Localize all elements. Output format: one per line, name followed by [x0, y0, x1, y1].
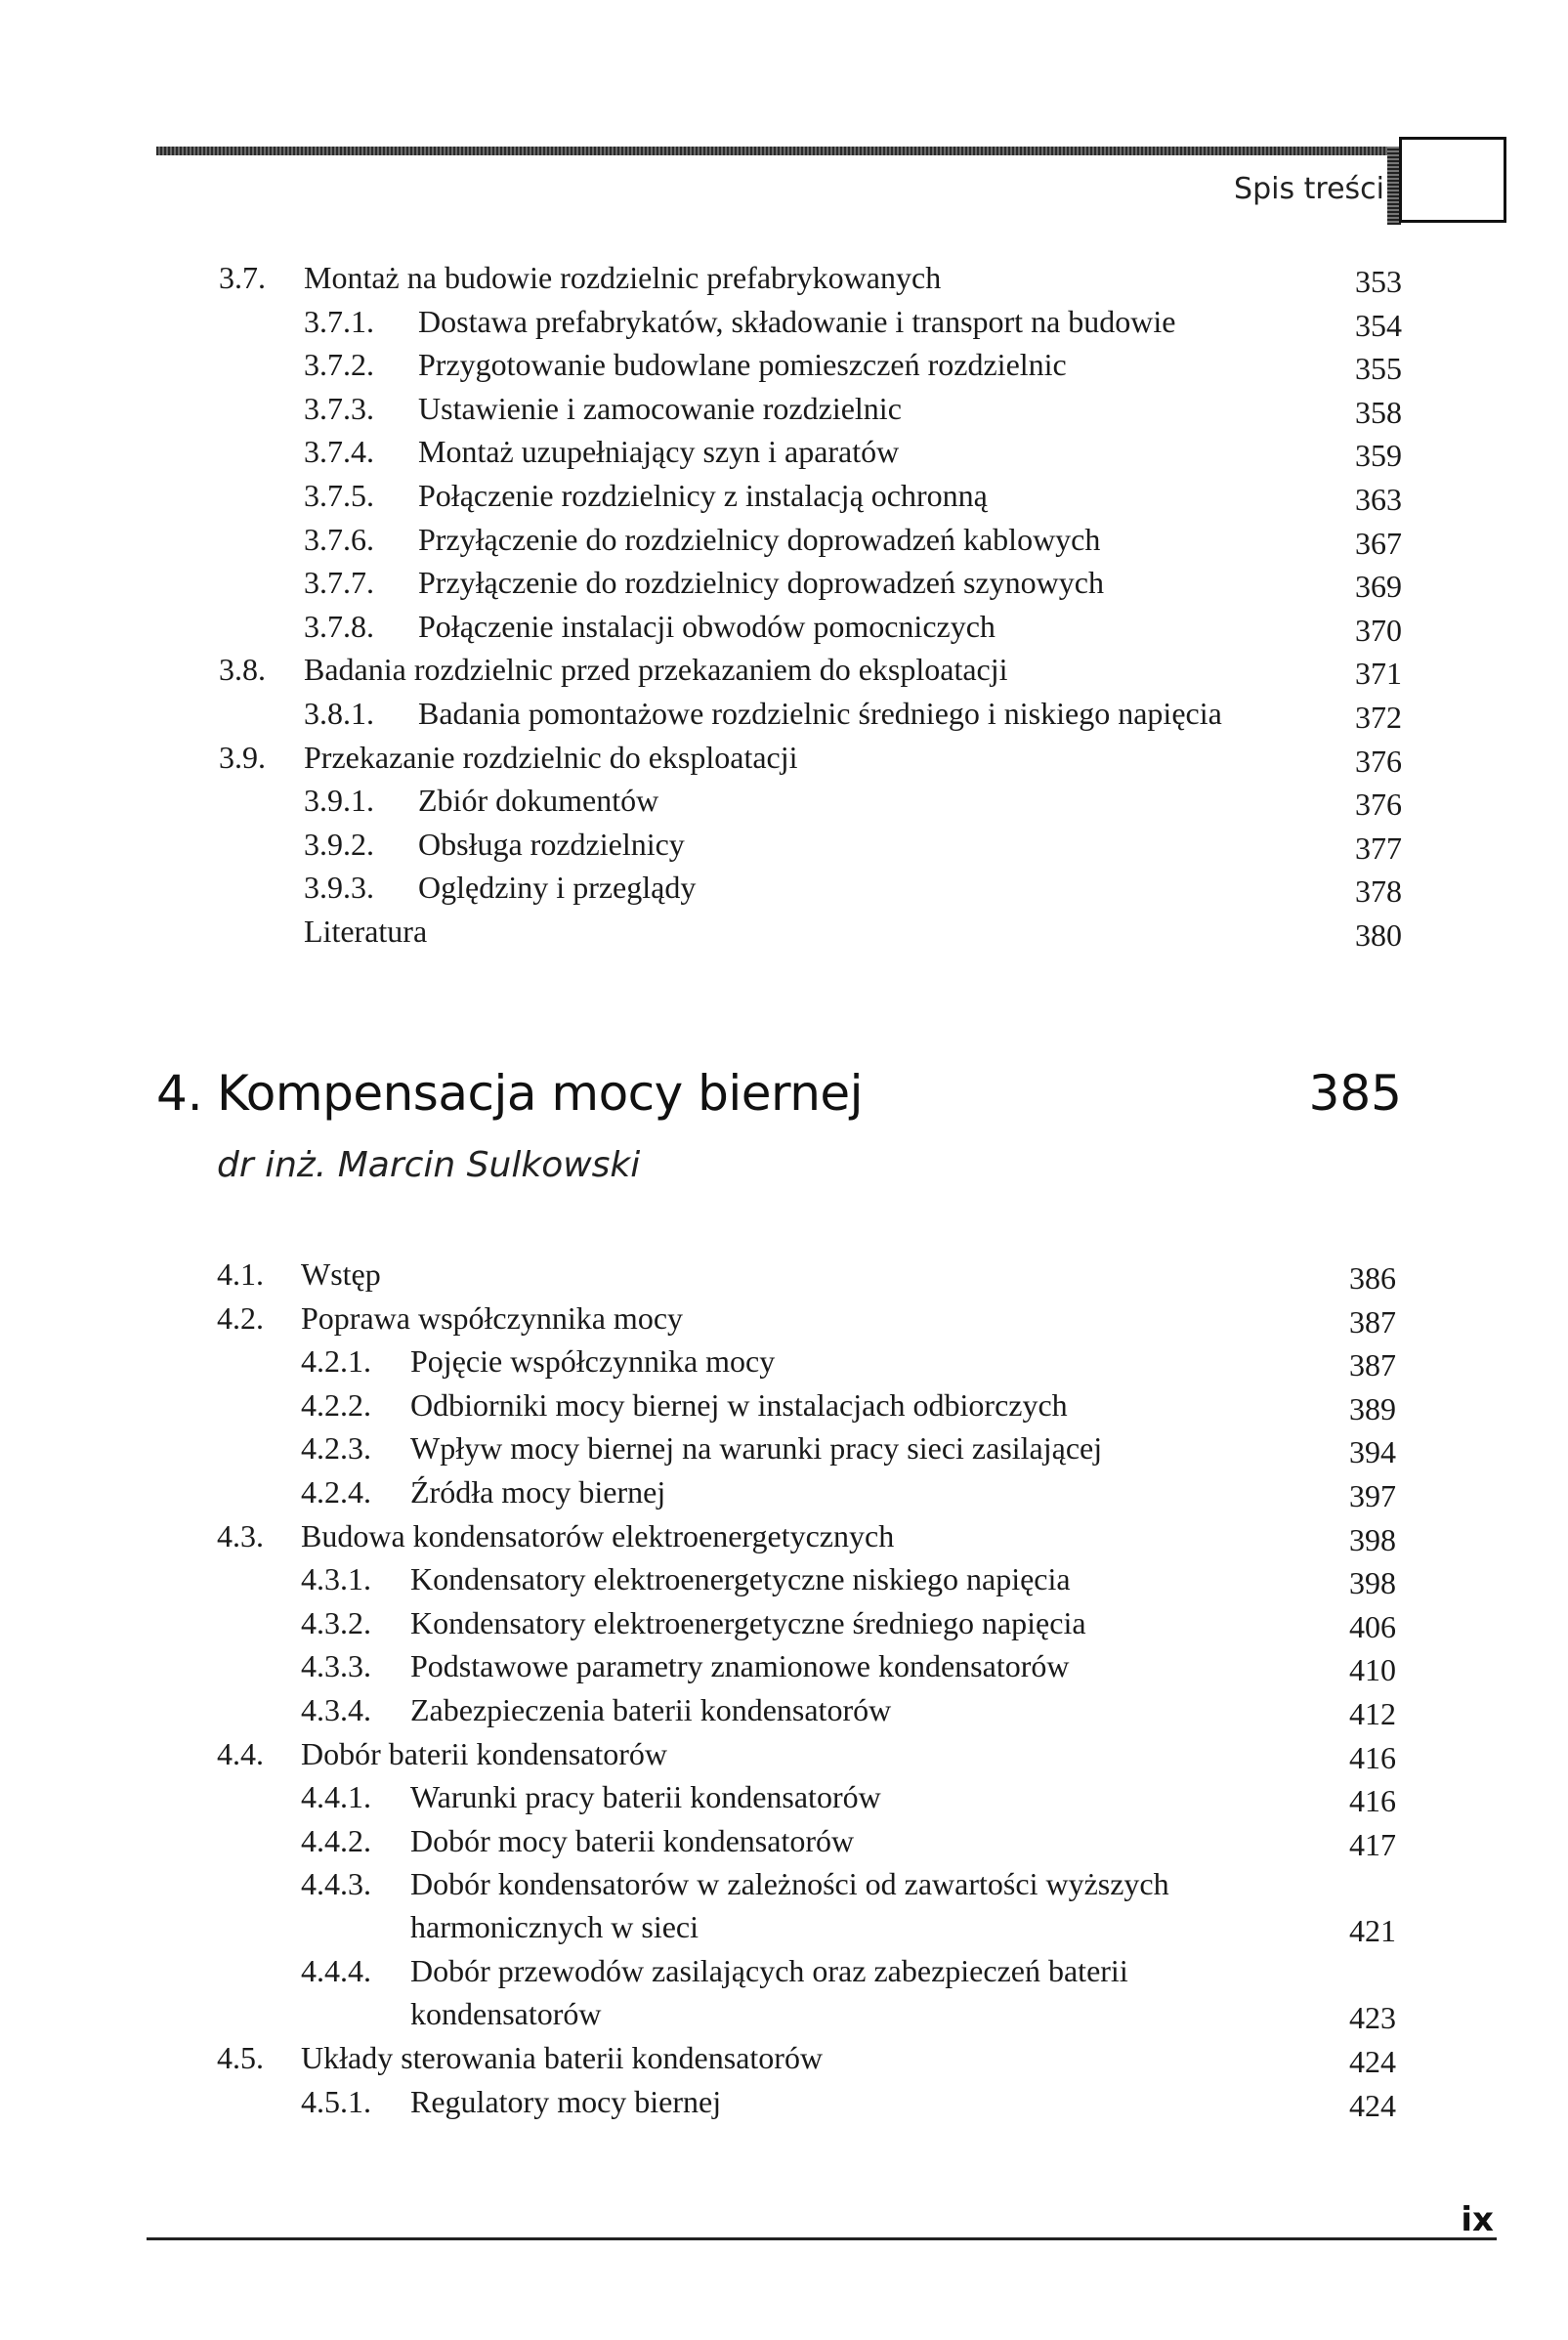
- toc-entry-title: Pojęcie współczynnika mocy: [410, 1343, 776, 1380]
- chapter-number: 4.: [156, 1065, 203, 1122]
- toc-entry-page: 406: [1349, 1608, 1396, 1644]
- toc-entry: [0, 605, 1568, 649]
- toc-entry-page: 389: [1349, 1390, 1396, 1426]
- toc-entry-title: Układy sterowania baterii kondensatorów: [301, 2040, 824, 2076]
- toc-entry-number: 3.7.1.: [304, 303, 374, 339]
- toc-entry-number: 4.4.4.: [301, 1953, 371, 1989]
- toc-entry-number: 4.4.: [217, 1735, 264, 1771]
- toc-entry-title: Dobór kondensatorów w zależności od zawartości wyższych harmonicznych w sieci: [410, 1866, 1169, 1945]
- toc-entry-title: Regulatory mocy biernej: [410, 2083, 722, 2119]
- toc-entry-page: 416: [1349, 1739, 1396, 1775]
- toc-entry-title: Obsługa rozdzielnicy: [418, 826, 685, 862]
- toc-entry-page: 398: [1349, 1521, 1396, 1557]
- toc-entry: [0, 1732, 1568, 1776]
- toc-entry-page: 376: [1355, 787, 1402, 823]
- toc-entry: [0, 692, 1568, 736]
- toc-entry-number: 3.7.3.: [304, 390, 374, 426]
- toc-section-4: [0, 1253, 1568, 2124]
- toc-entry-page: 380: [1355, 916, 1402, 953]
- toc-entry-page: 424: [1349, 2087, 1396, 2123]
- toc-entry-title: Przekazanie rozdzielnic do eksploatacji: [304, 739, 798, 775]
- toc-entry-number: 4.5.1.: [301, 2083, 371, 2119]
- toc-entry-page: 394: [1349, 1434, 1396, 1470]
- toc-entry-title: Zabezpieczenia baterii kondensatorów: [410, 1691, 892, 1727]
- toc-entry-page: 377: [1355, 830, 1402, 866]
- toc-entry: [0, 823, 1568, 867]
- toc-entry-title: Montaż uzupełniający szyn i aparatów: [418, 434, 900, 470]
- toc-entry-page: 412: [1349, 1695, 1396, 1731]
- toc-entry-page: 372: [1355, 699, 1402, 735]
- toc-entry-page: 410: [1349, 1652, 1396, 1688]
- toc-entry: [0, 866, 1568, 910]
- toc-entry-page: 421: [1349, 1913, 1396, 1949]
- toc-entry-page: 355: [1355, 351, 1402, 387]
- toc-entry-title: Poprawa współczynnika mocy: [301, 1299, 684, 1336]
- toc-entry: [0, 1470, 1568, 1514]
- toc-entry-title: Badania rozdzielnic przed przekazaniem do eksploatacji: [304, 652, 1008, 688]
- toc-entry-page: 376: [1355, 743, 1402, 779]
- toc-entry-page: 416: [1349, 1783, 1396, 1819]
- toc-entry-page: 371: [1355, 656, 1402, 692]
- header-tab-box: [1399, 137, 1506, 223]
- toc-entry-title: Przygotowanie budowlane pomieszczeń rozdzielnic: [418, 347, 1067, 383]
- page-folio: ix: [1461, 2200, 1494, 2239]
- toc-entry-number: 3.7.2.: [304, 347, 374, 383]
- toc-entry-number: 4.3.3.: [301, 1648, 371, 1684]
- toc-entry-number: 4.2.1.: [301, 1343, 371, 1380]
- header-rule: [156, 147, 1399, 155]
- toc-entry-number: 4.4.1.: [301, 1779, 371, 1815]
- toc-entry-title: Połączenie instalacji obwodów pomocniczych: [418, 608, 996, 644]
- toc-entry-number: 4.5.: [217, 2040, 264, 2076]
- toc-entry: [0, 1688, 1568, 1732]
- toc-entry-title: Kondensatory elektroenergetyczne średniego napięcia: [410, 1604, 1086, 1640]
- toc-entry-title: Wpływ mocy biernej na warunki pracy sieci zasilającej: [410, 1430, 1103, 1467]
- chapter-title: Kompensacja mocy biernej: [217, 1065, 864, 1122]
- toc-entry-page: 423: [1349, 2000, 1396, 2036]
- toc-entry-title: Podstawowe parametry znamionowe kondensatorów: [410, 1648, 1070, 1684]
- toc-entry-number: 4.3.1.: [301, 1561, 371, 1597]
- toc-entry-title: Kondensatory elektroenergetyczne niskiego napięcia: [410, 1561, 1071, 1597]
- toc-entry-title: Źródła mocy biernej: [410, 1473, 666, 1510]
- toc-entry-title: Dobór baterii kondensatorów: [301, 1735, 668, 1771]
- toc-entry-page: 363: [1355, 481, 1402, 517]
- toc-entry-number: 3.7.: [219, 260, 266, 295]
- toc-entry-number: 4.3.2.: [301, 1604, 371, 1640]
- toc-entry-page: 424: [1349, 2044, 1396, 2080]
- toc-entry: [0, 1557, 1568, 1601]
- footer-rule: [147, 2237, 1497, 2240]
- toc-entry-title: Przyłączenie do rozdzielnicy doprowadzeń kablowych: [418, 521, 1101, 557]
- toc-entry: [0, 779, 1568, 823]
- toc-entry-title: Połączenie rozdzielnicy z instalacją ochronną: [418, 477, 988, 513]
- chapter-author: dr inż. Marcin Sulkowski: [217, 1145, 641, 1185]
- toc-entry-number: 3.8.: [219, 652, 266, 688]
- toc-entry-title: Literatura: [304, 913, 428, 949]
- toc-entry-number: 4.4.3.: [301, 1866, 371, 1902]
- toc-entry-page: 397: [1349, 1477, 1396, 1513]
- toc-entry-number: 3.7.8.: [304, 608, 374, 644]
- toc-entry: [0, 300, 1568, 344]
- toc-entry-number: 3.9.: [219, 739, 266, 775]
- toc-entry-title: Przyłączenie do rozdzielnicy doprowadzeń szynowych: [418, 565, 1104, 601]
- toc-entry-page: 353: [1355, 264, 1402, 299]
- toc-entry-number: 3.7.7.: [304, 565, 374, 601]
- toc-entry: [0, 1383, 1568, 1427]
- toc-entry: [0, 736, 1568, 780]
- toc-entry: [0, 1949, 1568, 2036]
- toc-entry-page: 369: [1355, 569, 1402, 605]
- toc-entry-title: Budowa kondensatorów elektroenergetycznych: [301, 1517, 895, 1553]
- toc-entry-page: 370: [1355, 612, 1402, 648]
- toc-entry: [0, 1340, 1568, 1383]
- toc-entry-number: 4.2.2.: [301, 1386, 371, 1423]
- toc-entry: [0, 1775, 1568, 1819]
- toc-entry-page: 358: [1355, 394, 1402, 430]
- running-head: Spis treści: [1234, 172, 1384, 206]
- toc-entry-number: 3.7.5.: [304, 477, 374, 513]
- toc-entry-page: 387: [1349, 1347, 1396, 1383]
- toc-entry-number: 3.7.4.: [304, 434, 374, 470]
- toc-entry: [0, 1253, 1568, 1297]
- toc-entry-number: 3.8.1.: [304, 695, 374, 731]
- toc-entry-page: 417: [1349, 1826, 1396, 1862]
- toc-entry-number: 4.4.2.: [301, 1822, 371, 1858]
- toc-entry-title: Odbiorniki mocy biernej w instalacjach odbiorczych: [410, 1386, 1068, 1423]
- toc-entry-page: 386: [1349, 1260, 1396, 1296]
- toc-entry: [0, 474, 1568, 518]
- toc-entry: [0, 430, 1568, 474]
- toc-entry-title: Dostawa prefabrykatów, składowanie i transport na budowie: [418, 303, 1176, 339]
- toc-entry-title: Ustawienie i zamocowanie rozdzielnic: [418, 390, 902, 426]
- toc-entry: [0, 518, 1568, 562]
- toc-entry: [0, 1426, 1568, 1470]
- toc-entry-title: Dobór przewodów zasilających oraz zabezpieczeń baterii kondensatorów: [410, 1953, 1128, 2032]
- toc-entry: [0, 1819, 1568, 1863]
- toc-entry-number: 4.3.4.: [301, 1691, 371, 1727]
- toc-entry-title: Oględziny i przeglądy: [418, 870, 697, 906]
- toc-entry-number: 3.9.2.: [304, 826, 374, 862]
- toc-entry-title: Zbiór dokumentów: [418, 783, 659, 819]
- toc-entry-number: 3.9.3.: [304, 870, 374, 906]
- toc-entry: [0, 2080, 1568, 2124]
- chapter-page: 385: [1308, 1065, 1402, 1122]
- toc-entry: [0, 256, 1568, 300]
- toc-entry-title: Dobór mocy baterii kondensatorów: [410, 1822, 855, 1858]
- toc-entry-number: 4.1.: [217, 1256, 264, 1292]
- toc-section-3: [0, 256, 1568, 954]
- toc-entry-number: 4.3.: [217, 1517, 264, 1553]
- toc-entry-page: 398: [1349, 1565, 1396, 1601]
- toc-entry-title: Montaż na budowie rozdzielnic prefabrykowanych: [304, 260, 942, 295]
- toc-entry-title: Badania pomontażowe rozdzielnic średniego i niskiego napięcia: [418, 695, 1222, 731]
- toc-entry-number: 3.7.6.: [304, 521, 374, 557]
- toc-entry: [0, 2036, 1568, 2080]
- toc-entry-number: 3.9.1.: [304, 783, 374, 819]
- toc-entry-page: 378: [1355, 873, 1402, 910]
- toc-entry: [0, 648, 1568, 692]
- toc-entry-number: 4.2.4.: [301, 1473, 371, 1510]
- toc-entry: [0, 343, 1568, 387]
- toc-entry: [0, 561, 1568, 605]
- toc-entry-number: 4.2.: [217, 1299, 264, 1336]
- toc-entry: [0, 387, 1568, 431]
- toc-entry-title: Wstęp: [301, 1256, 381, 1292]
- toc-entry-page: 354: [1355, 307, 1402, 343]
- toc-entry: [0, 1297, 1568, 1340]
- toc-entry-page: 367: [1355, 525, 1402, 561]
- toc-entry: [0, 1601, 1568, 1645]
- toc-entry: [0, 1514, 1568, 1558]
- toc-entry-title: Warunki pracy baterii kondensatorów: [410, 1779, 881, 1815]
- toc-entry-number: 4.2.3.: [301, 1430, 371, 1467]
- toc-entry-page: 387: [1349, 1303, 1396, 1340]
- toc-entry: [0, 1862, 1568, 1949]
- toc-entry: [0, 910, 1568, 954]
- toc-entry: [0, 1644, 1568, 1688]
- toc-entry-page: 359: [1355, 438, 1402, 474]
